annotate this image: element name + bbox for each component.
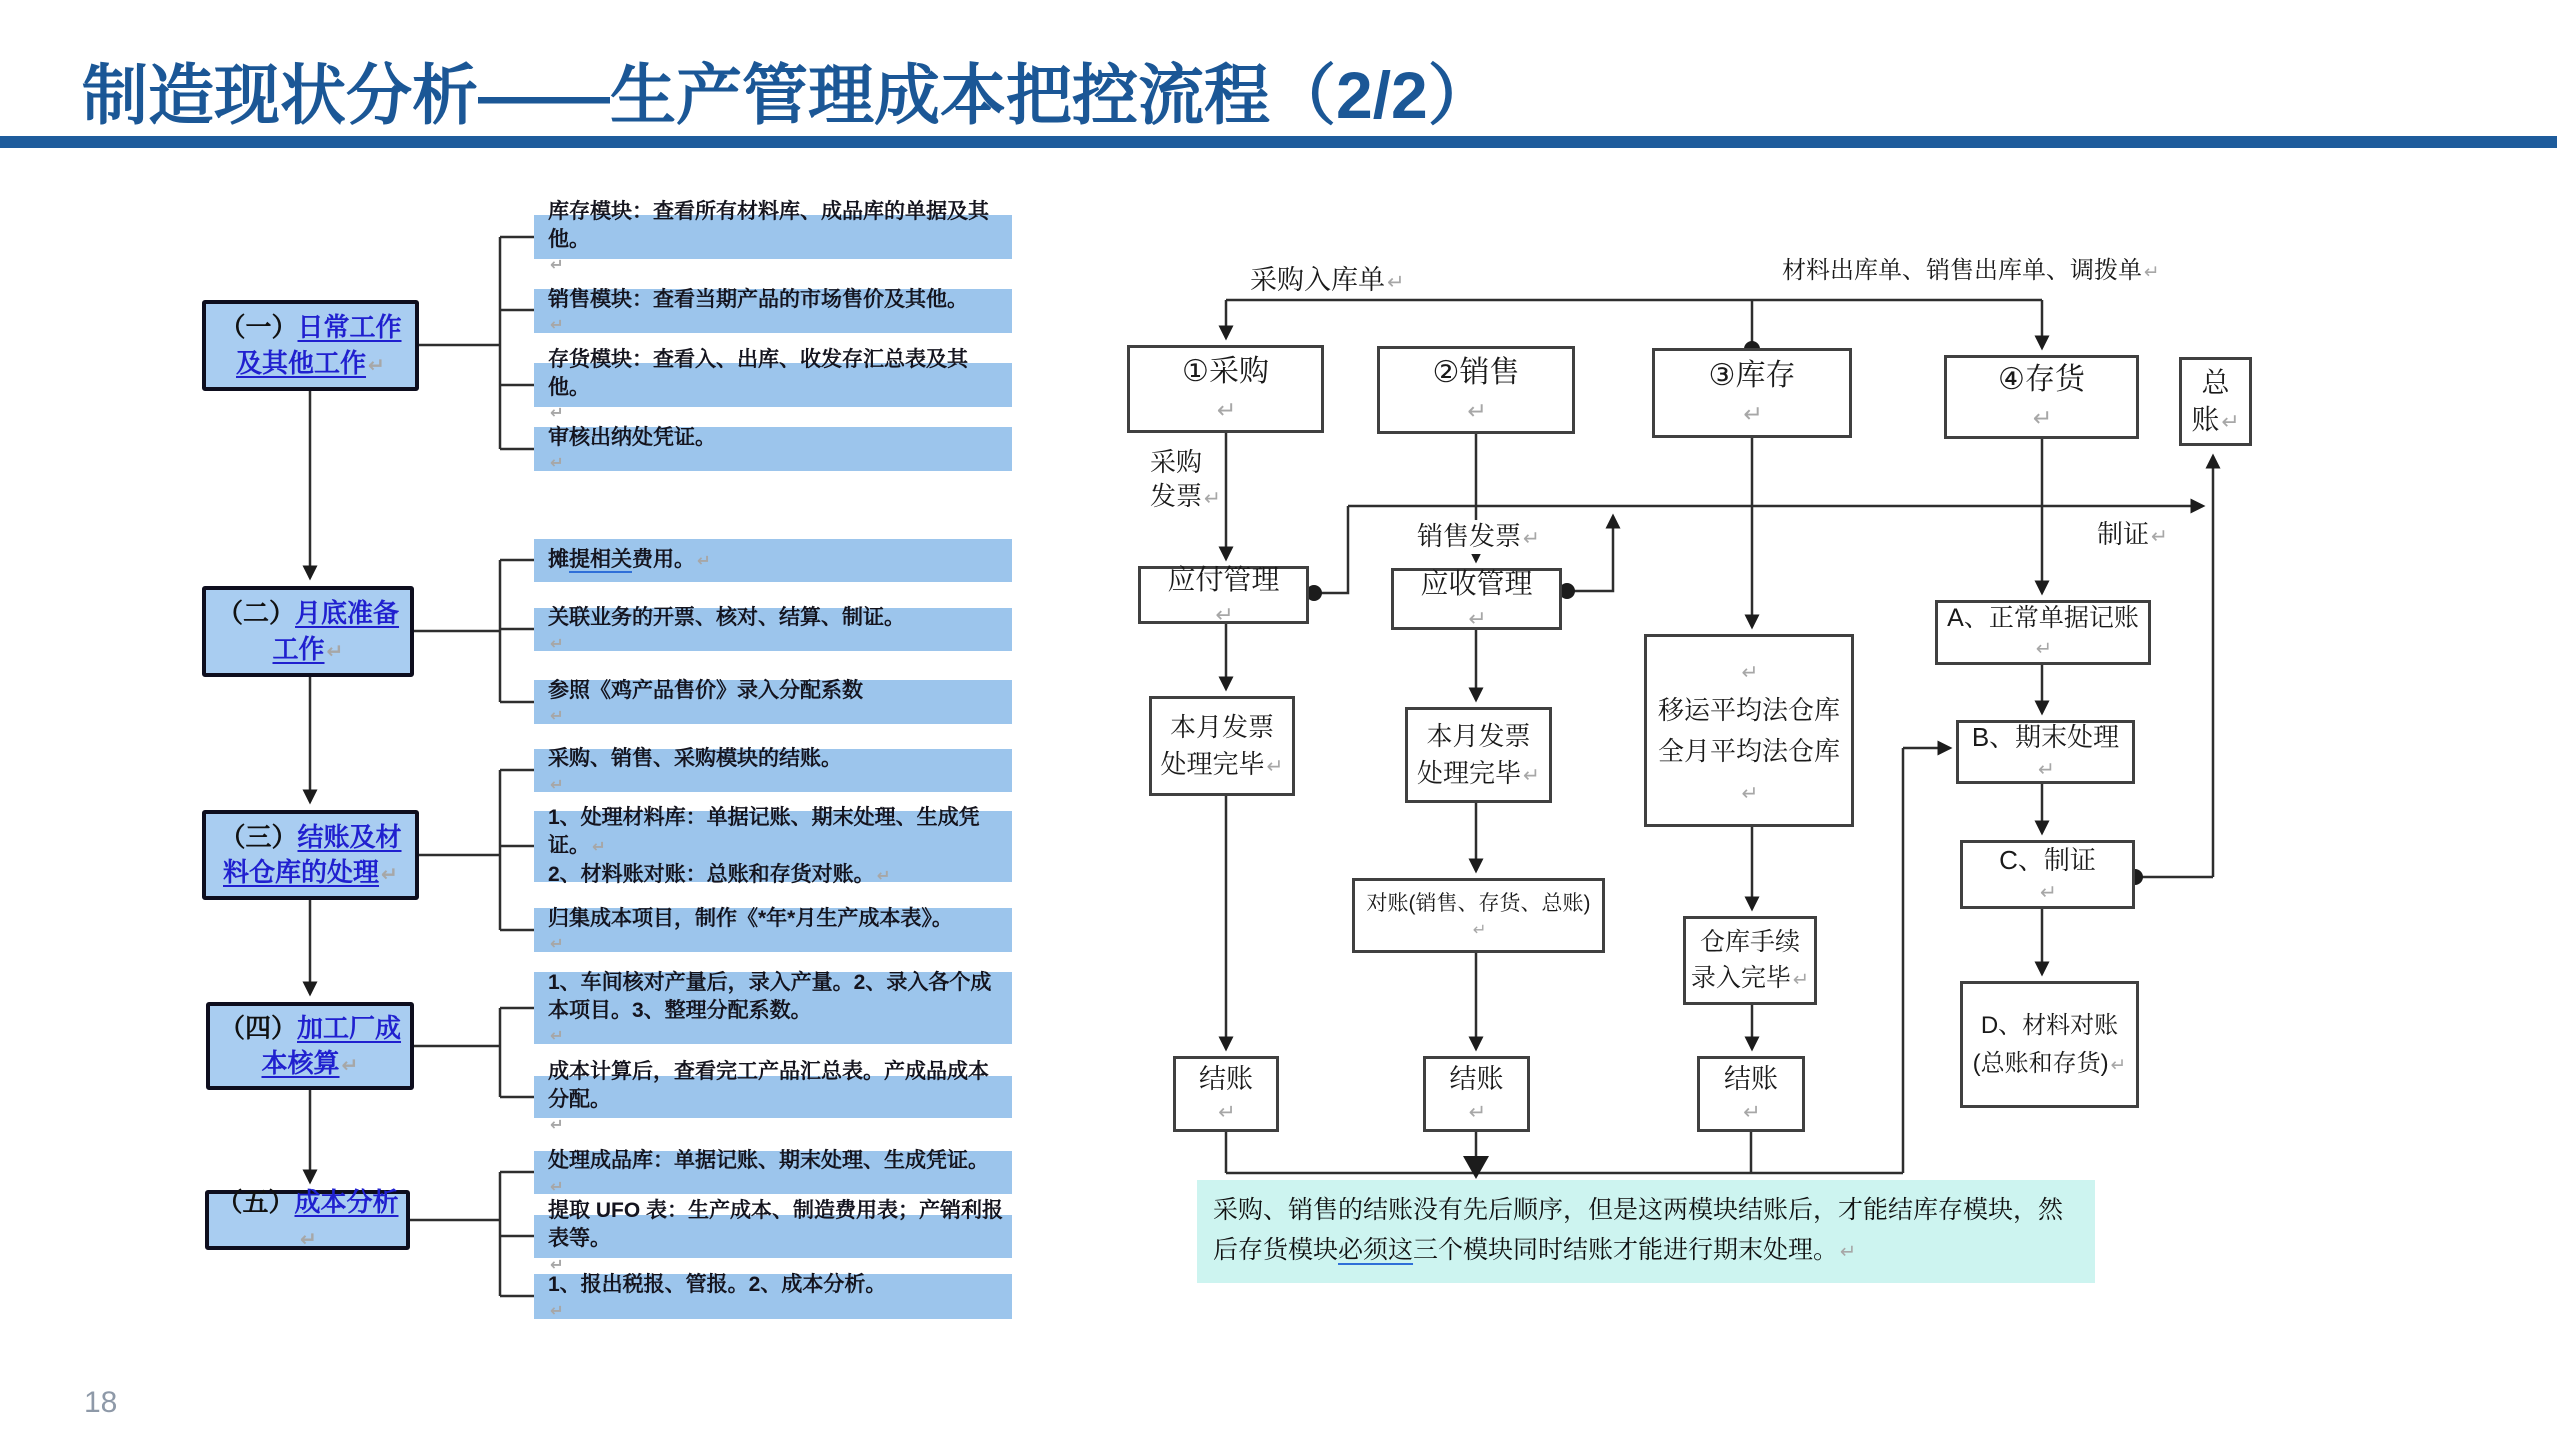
return-mark: ↵ xyxy=(550,634,564,653)
return-mark: ↵ xyxy=(550,775,564,794)
box-average-method-warehouse: ↵ 移运平均法仓库 全月平均法仓库↵ xyxy=(1644,634,1854,827)
left-detail-related-business: 关联业务的开票、核对、结算、制证。 ↵ xyxy=(534,608,1012,651)
box-d-material-reconciliation: D、材料对账 (总账和存货) ↵ xyxy=(1960,981,2139,1108)
return-mark: ↵ xyxy=(341,1055,359,1077)
left-detail-price-coefficient: 参照《鸡产品售价》录入分配系数 ↵ xyxy=(534,680,1012,724)
left-detail-workshop-output: 1、车间核对产量后，录入产量。2、录入各个成本项目。3、整理分配系数。 ↵ xyxy=(534,972,1012,1044)
left-main-box-1: （一）日常工作及其他工作↵ xyxy=(202,300,419,391)
return-mark: ↵ xyxy=(381,864,398,886)
return-mark: ↵ xyxy=(1523,528,1540,550)
left-detail-finished-goods: 处理成品库：单据记账、期末处理、生成凭证。 ↵ xyxy=(534,1151,1012,1194)
return-mark: ↵ xyxy=(2038,759,2055,782)
left-detail-cost-table: 归集成本项目，制作《*年*月生产成本表》。 ↵ xyxy=(534,908,1012,952)
left-detail-cost-calculation: 成本计算后，查看完工产品汇总表。产成品成本分配。 ↵ xyxy=(534,1076,1012,1118)
label-make-voucher: 制证↵ xyxy=(2097,519,2168,549)
return-mark: ↵ xyxy=(1216,396,1237,423)
return-mark: ↵ xyxy=(1218,1101,1236,1125)
module-box-stock: ④存货 ↵ xyxy=(1944,355,2139,439)
return-mark: ↵ xyxy=(550,1177,564,1196)
note-arrowhead xyxy=(1463,1156,1489,1179)
return-mark: ↵ xyxy=(1741,661,1759,684)
left-detail-stock-module: 存货模块：查看入、出库、收发存汇总表及其他。 ↵ xyxy=(534,363,1012,407)
return-mark: ↵ xyxy=(1472,920,1487,939)
box-closing-inventory: 结账 ↵ xyxy=(1697,1056,1805,1132)
left-flow-wires xyxy=(310,237,534,1296)
left-detail-ufo-report: 提取 UFO 表：生产成本、制造费用表；产销利报表等。 ↵ xyxy=(534,1215,1012,1258)
return-mark: ↵ xyxy=(368,354,385,377)
module-box-inventory: ③库存 ↵ xyxy=(1652,348,1852,438)
return-mark: ↵ xyxy=(1523,765,1540,787)
module-box-general-ledger: 总 账↵ xyxy=(2179,357,2252,446)
return-mark: ↵ xyxy=(550,1255,564,1274)
return-mark: ↵ xyxy=(1468,1101,1487,1125)
return-mark: ↵ xyxy=(1840,1241,1857,1263)
return-mark: ↵ xyxy=(550,1116,564,1135)
return-mark: ↵ xyxy=(550,935,564,954)
box-closing-purchase: 结账 ↵ xyxy=(1173,1056,1279,1132)
return-mark: ↵ xyxy=(876,866,891,885)
left-main-box-3: （三）结账及材料仓库的处理↵ xyxy=(202,810,419,900)
box-a-normal-doc-booking: A、正常单据记账 ↵ xyxy=(1935,600,2151,665)
box-month-invoices-done-purchase: 本月发票 处理完毕↵ xyxy=(1149,696,1295,796)
left-main-box-5: （五）成本分析↵ xyxy=(205,1190,410,1250)
return-mark: ↵ xyxy=(550,1027,564,1046)
return-mark: ↵ xyxy=(550,316,564,335)
return-mark: ↵ xyxy=(550,256,564,275)
return-mark: ↵ xyxy=(2144,261,2160,282)
label-material-issue-doc: 材料出库单、销售出库单、调拨单 ↵ xyxy=(1782,257,2160,284)
return-mark: ↵ xyxy=(1266,756,1284,778)
return-mark: ↵ xyxy=(1467,397,1487,424)
return-mark: ↵ xyxy=(2035,638,2053,661)
return-mark: ↵ xyxy=(550,454,564,473)
left-main-box-2: （二）月底准备工作↵ xyxy=(202,586,414,677)
left-detail-tax-report: 1、报出税报、管报。2、成本分析。 ↵ xyxy=(534,1274,1012,1319)
left-detail-sales-module: 销售模块：查看当期产品的市场售价及其他。 ↵ xyxy=(534,289,1012,333)
return-mark: ↵ xyxy=(2151,526,2168,548)
left-detail-inventory-module: 库存模块：查看所有材料库、成品库的单据及其他。 ↵ xyxy=(534,215,1012,259)
return-mark: ↵ xyxy=(550,1301,564,1320)
module-box-purchase: ①采购 ↵ xyxy=(1127,345,1324,433)
return-mark: ↵ xyxy=(1204,487,1221,510)
label-purchase-invoice: 采购 发票↵ xyxy=(1150,447,1221,511)
return-mark: ↵ xyxy=(1468,606,1487,632)
title-underline-bar xyxy=(0,136,2557,148)
return-mark: ↵ xyxy=(2040,881,2057,904)
return-mark: ↵ xyxy=(1215,602,1234,628)
page-number: 18 xyxy=(84,1386,118,1419)
label-sales-invoice: 销售发票↵ xyxy=(1414,520,1543,554)
page-title: 制造现状分析——生产管理成本把控流程（2/2） xyxy=(82,58,1494,132)
left-detail-audit-voucher: 审核出纳处凭证。 ↵ xyxy=(534,427,1012,471)
return-mark: ↵ xyxy=(592,838,606,857)
left-detail-module-closing: 采购、销售、采购模块的结账。 ↵ xyxy=(534,749,1012,792)
return-mark: ↵ xyxy=(300,1229,317,1251)
return-mark: ↵ xyxy=(1741,782,1759,805)
box-accounts-payable: 应付管理 ↵ xyxy=(1138,566,1309,624)
return-mark: ↵ xyxy=(2032,404,2053,431)
closing-order-note: 采购、销售的结账没有先后顺序，但是这两模块结账后，才能结库存模块，然后存货模块必须这三个模块同时结账才能进行期末处理。 ↵ xyxy=(1197,1180,2095,1283)
box-reconciliation: 对账(销售、存货、总账) ↵ xyxy=(1352,878,1605,953)
return-mark: ↵ xyxy=(2221,408,2240,434)
return-mark: ↵ xyxy=(326,640,344,663)
return-mark: ↵ xyxy=(2110,1053,2127,1075)
box-warehouse-entry-done: 仓库手续 录入完毕 ↵ xyxy=(1683,916,1817,1005)
return-mark: ↵ xyxy=(1743,1101,1761,1125)
return-mark: ↵ xyxy=(1743,400,1763,427)
return-mark: ↵ xyxy=(550,707,564,726)
label-purchase-receipt-doc: 采购入库单↵ xyxy=(1250,265,1405,295)
box-b-period-end-processing: B、期末处理 ↵ xyxy=(1956,720,2135,784)
left-detail-material-warehouse: 1、处理材料库：单据记账、期末处理、生成凭证。 ↵ 2、材料账对账：总账和存货对账。 ↵ xyxy=(534,811,1012,882)
return-mark: ↵ xyxy=(1387,271,1405,294)
return-mark: ↵ xyxy=(550,404,564,423)
module-box-sales: ②销售 ↵ xyxy=(1377,346,1575,434)
left-detail-accrue-expenses: 摊提相关费用。 ↵ xyxy=(534,539,1012,582)
left-main-box-4: （四）加工厂成本核算↵ xyxy=(206,1002,414,1090)
box-c-make-voucher: C、制证 ↵ xyxy=(1960,840,2135,909)
return-mark: ↵ xyxy=(1792,968,1810,991)
box-closing-sales: 结账 ↵ xyxy=(1423,1056,1530,1132)
box-accounts-receivable: 应收管理 ↵ xyxy=(1391,568,1562,630)
box-month-invoices-done-sales: 本月发票 处理完毕↵ xyxy=(1405,707,1552,803)
return-mark: ↵ xyxy=(697,552,711,571)
